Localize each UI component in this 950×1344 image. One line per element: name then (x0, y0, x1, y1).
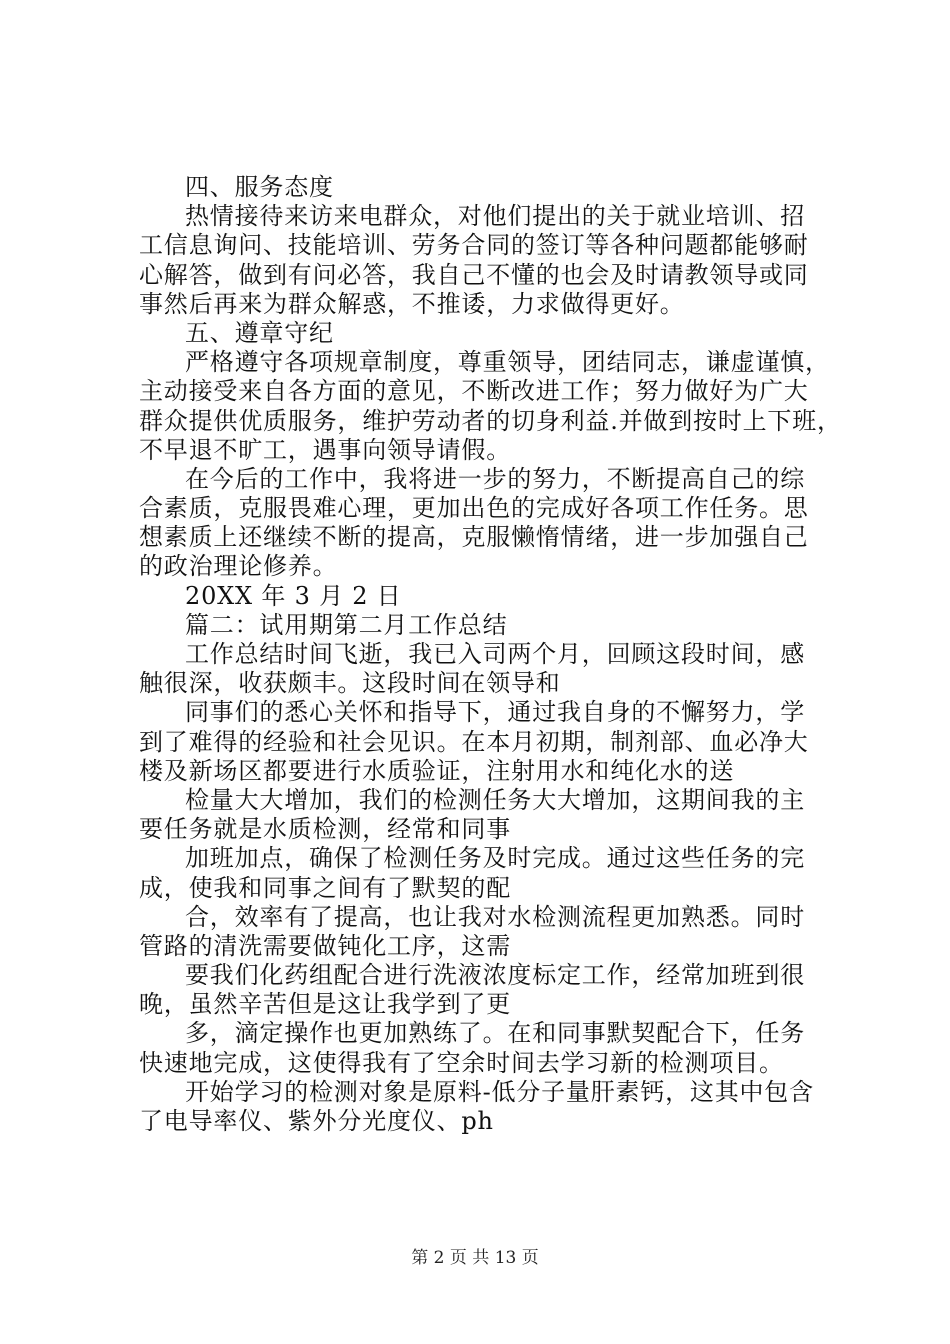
text-line: 不早退不旷工，遇事向领导请假。 (139, 435, 511, 464)
text-line: 热情接待来访来电群众，对他们提出的关于就业培训、招 (185, 202, 805, 231)
text-line: 事然后再来为群众解惑，不推诿，力求做得更好。 (139, 289, 685, 318)
text-line: 20XX 年 3 月 2 日 (185, 581, 402, 610)
text-line: 检量大大增加，我们的检测任务大大增加，这期间我的主 (185, 785, 805, 814)
text-line: 合素质，克服畏难心理，更加出色的完成好各项工作任务。思 (139, 494, 809, 523)
text-line: 工信息询问、技能培训、劳务合同的签订等各种问题都能够耐 (139, 231, 809, 260)
text-line: 主动接受来自各方面的意见，不断改进工作；努力做好为广大 (139, 377, 809, 406)
page-footer: 第 2 页 共 13 页 (411, 1248, 539, 1268)
text-line: 了电导率仪、紫外分光度仪、ph (139, 1107, 494, 1135)
text-line: 成，使我和同事之间有了默契的配 (139, 873, 511, 902)
text-line: 加班加点，确保了检测任务及时完成。通过这些任务的完 (185, 844, 805, 873)
text-line: 触很深，收获颇丰。这段时间在领导和 (139, 669, 561, 698)
text-line: 四、服务态度 (185, 173, 334, 201)
text-line: 开始学习的检测对象是原料-低分子量肝素钙，这其中包含 (185, 1077, 814, 1106)
text-line: 要我们化药组配合进行洗液浓度标定工作，经常加班到很 (185, 961, 805, 990)
text-line: 心解答，做到有问必答，我自己不懂的也会及时请教领导或同 (139, 260, 809, 289)
text-line: 同事们的悉心关怀和指导下，通过我自身的不懈努力，学 (185, 698, 805, 727)
text-line: 到了难得的经验和社会见识。在本月初期，制剂部、血必净大 (139, 727, 809, 756)
text-line: 管路的清洗需要做钝化工序，这需 (139, 931, 511, 960)
text-line: 想素质上还继续不断的提高，克服懒惰情绪，进一步加强自己 (139, 523, 809, 552)
text-line: 严格遵守各项规章制度，尊重领导，团结同志，谦虚谨慎， (185, 348, 830, 377)
text-line: 五、遵章守纪 (185, 318, 334, 347)
text-line: 多，滴定操作也更加熟练了。在和同事默契配合下，任务 (185, 1019, 805, 1048)
text-line: 快速地完成，这使得我有了空余时间去学习新的检测项目。 (139, 1048, 784, 1077)
text-line: 合，效率有了提高，也让我对水检测流程更加熟悉。同时 (185, 902, 805, 931)
text-line: 要任务就是水质检测，经常和同事 (139, 815, 511, 844)
text-line: 群众提供优质服务，维护劳动者的切身利益.并做到按时上下班， (139, 406, 842, 435)
text-line: 晚，虽然辛苦但是这让我学到了更 (139, 990, 511, 1019)
text-line: 的政治理论修养。 (139, 552, 338, 581)
text-line: 在今后的工作中，我将进一步的努力，不断提高自己的综 (185, 464, 805, 493)
document-body (139, 173, 842, 1136)
text-line: 楼及新场区都要进行水质验证，注射用水和纯化水的送 (139, 756, 735, 785)
text-line: 工作总结时间飞逝，我已入司两个月，回顾这段时间，感 (185, 640, 805, 668)
text-line: 篇二：试用期第二月工作总结 (185, 610, 508, 639)
